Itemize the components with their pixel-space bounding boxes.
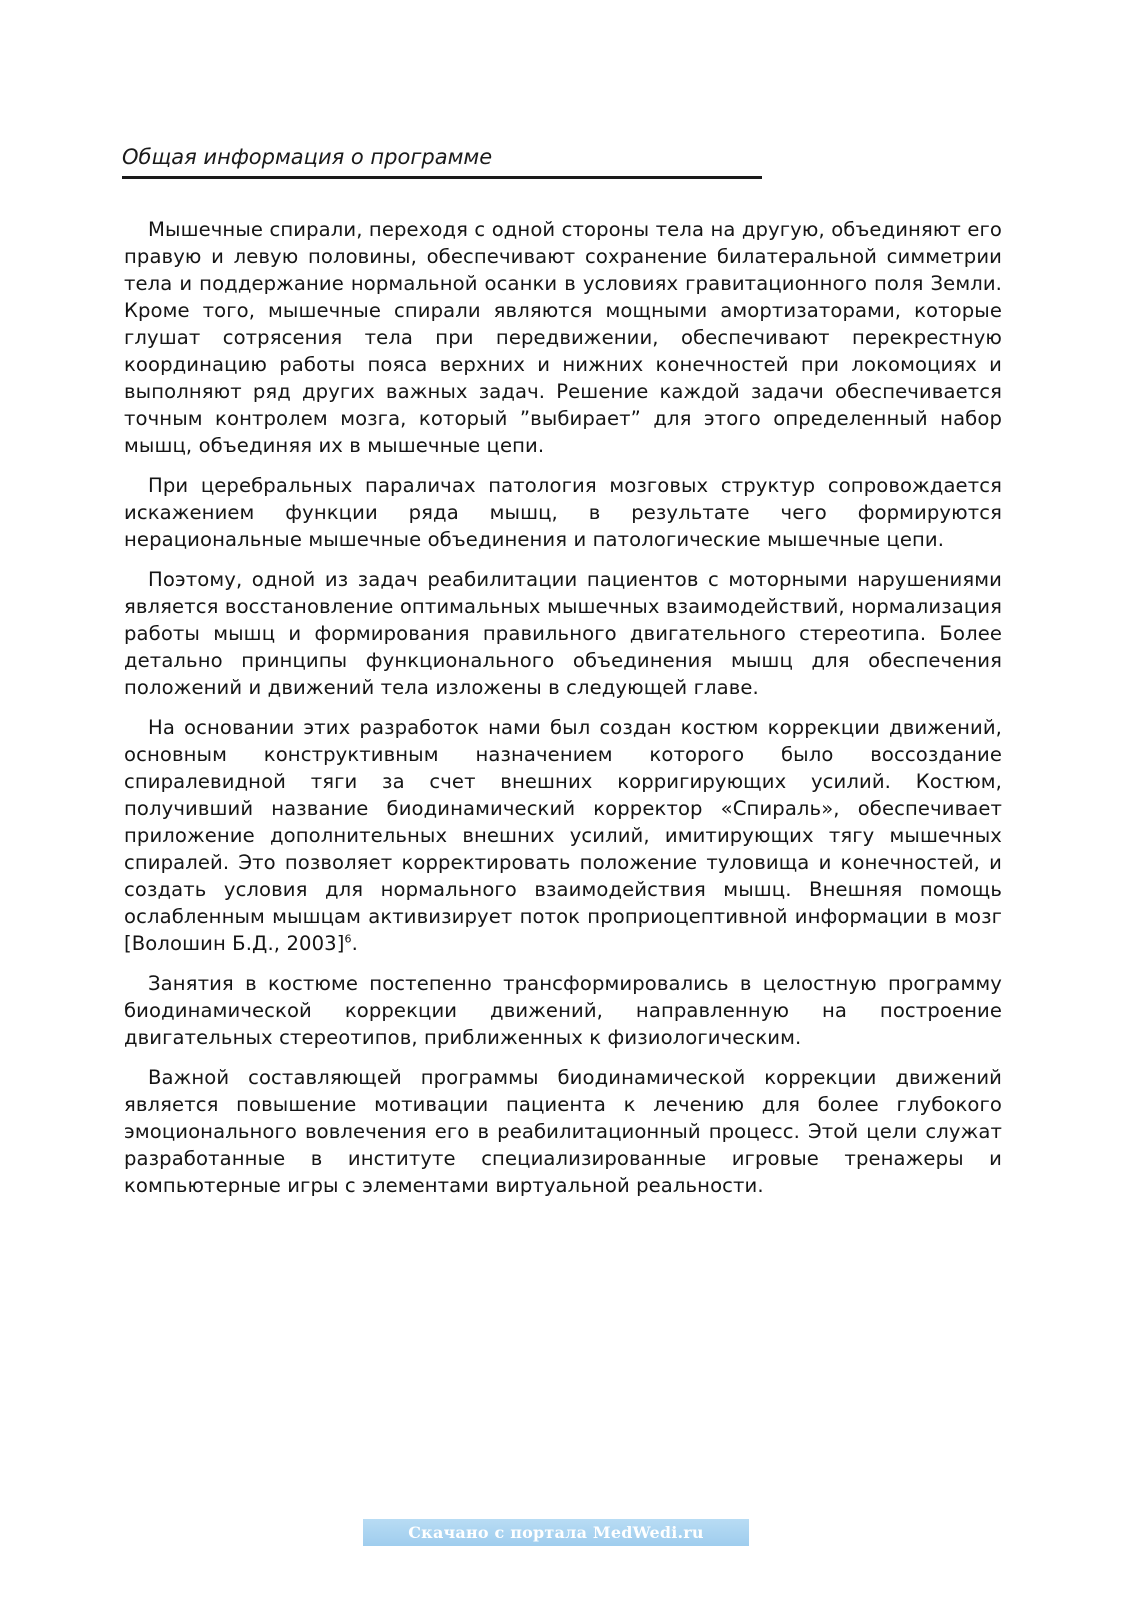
paragraph-muscle-spirals: Мышечные спирали, переходя с одной стороны тела на другую, объединяют его правую и левую половины, обеспечивают сохранение билатеральной симметрии тела и поддержание нормальной осанки в условиях гравитационного поля Земли. Кроме того, мышечные спирали являются мощными амортизаторами, которые глушат сотрясения тела при передвижении, обеспечивают перекрестную координацию работы пояса верхних и нижних конечностей при локомоциях и выполняют ряд других важных задач. Решение каждой задачи обеспечивается точным контролем мозга, который ”выбирает” для этого определенный набор мышц, объединяя их в мышечные цепи. (124, 218, 1002, 457)
header-underline (122, 176, 762, 179)
download-watermark (363, 1519, 749, 1546)
paragraph-motivation: Важной составляющей программы биодинамической коррекции движений является повышение мотивации пациента к лечению для более глубокого эмоционального вовлечения его в реабилитационный процесс. Этой цели служат разработанные в институте специализированные игровые тренажеры и компьютерные игры с элементами виртуальной реальности. (124, 1066, 1002, 1197)
paragraph-spiral-suit-tail: . (351, 932, 358, 955)
body-text (124, 216, 1002, 1212)
paragraph-spiral-suit-text: На основании этих разработок нами был создан костюм коррекции движений, основным конструктивным назначением которого было воссоздание спиралевидной тяги за счет внешних корригирующих усилий. Костюм, получивший название биодинамический корректор «Спираль», обеспечивает приложение дополнительных внешних усилий, имитирующих тягу мышечных спиралей. Это позволяет корректировать положение туловища и конечностей, и создать условия для нормального взаимодействия мышц. Внешняя помощь ослабленным мышцам активизирует поток проприоцептивной информации в мозг [Волошин Б.Д., 2003] (124, 716, 1002, 955)
paragraph-cerebral-palsy: При церебральных параличах патология мозговых структур сопровождается искажением функции ряда мышц, в результате чего формируются нерациональные мышечные объединения и патологические мышечные цепи. (124, 474, 1002, 551)
paragraph-rehabilitation-tasks: Поэтому, одной из задач реабилитации пациентов с моторными нарушениями является восстановление оптимальных мышечных взаимодействий, нормализация работы мышц и формирования правильного двигательного стереотипа. Более детально принципы функционального объединения мышц для обеспечения положений и движений тела изложены в следующей главе. (124, 568, 1002, 699)
footnote-marker: 6 (344, 932, 352, 946)
paragraph-spiral-suit (124, 714, 1002, 957)
watermark-text: Скачано с портала MedWedi.ru (408, 1523, 704, 1542)
paragraph-program-transformation: Занятия в костюме постепенно трансформировались в целостную программу биодинамической коррекции движений, направленную на построение двигательных стереотипов, приближенных к физиологическим. (124, 972, 1002, 1049)
running-header: Общая информация о программе (122, 145, 493, 169)
